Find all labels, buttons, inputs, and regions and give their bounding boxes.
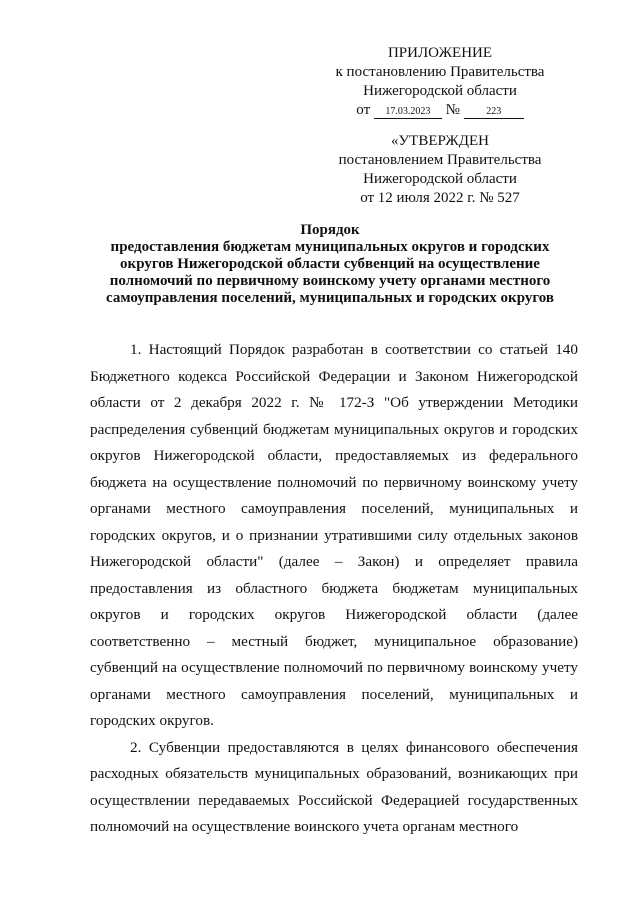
title-line-4: самоуправления поселений, муниципальных и городских округов xyxy=(105,290,555,306)
date-prefix: от xyxy=(356,102,371,118)
appendix-block xyxy=(300,44,580,120)
approved-block xyxy=(300,132,580,208)
approved-label: «УТВЕРЖДЕН xyxy=(391,133,489,149)
title-line-3: полномочий по первичному воинскому учету органами местного xyxy=(109,273,551,289)
appendix-line-2: Нижегородской области xyxy=(363,83,517,99)
title-line-2: округов Нижегородской области субвенций на осуществление xyxy=(120,256,540,272)
date-field: 17.03.2023 xyxy=(374,105,442,119)
paragraph-1: 1. Настоящий Порядок разработан в соответствии со статьей 140 Бюджетного кодекса Российской Федерации и Законом Нижегородской области от 2 декабря 2022 г. № 172-З "Об утверждении Методики распределения субвенций бюджетам муниципальных округов и городских округов Нижегородской области, предоставляемых из федерального бюджета на осуществление полномочий по первичному воинскому учету органами местного самоуправления поселений, муниципальных и городских округов, и о признании утратившими силу отдельных законов Нижегородской области" (далее – Закон) и определяет правила предоставления из областного бюджета бюджетам муниципальных округов и городских округов Нижегородской области (далее соответственно – местный бюджет, муниципальное образование) субвенций на осуществление полномочий по первичному воинскому учету органами местного самоуправления поселений, муниципальных и городских округов. xyxy=(90,341,578,729)
title-line-1: предоставления бюджетам муниципальных округов и городских xyxy=(110,239,550,255)
paragraph-2: 2. Субвенции предоставляются в целях финансового обеспечения расходных обязательств муниципальных образований, возникающих при осуществлении передаваемых Российской Федерацией государственных полномочий на осуществление воинского учета органам местного xyxy=(90,738,578,835)
title-heading: Порядок xyxy=(300,222,360,238)
approved-line-3: от 12 июля 2022 г. № 527 xyxy=(360,190,520,206)
document-body xyxy=(90,337,578,841)
number-field: 223 xyxy=(464,105,524,119)
approved-line-1: постановлением Правительства xyxy=(338,152,542,168)
appendix-line-1: к постановлению Правительства xyxy=(335,64,545,80)
appendix-date-line xyxy=(300,101,580,120)
approved-line-2: Нижегородской области xyxy=(363,171,517,187)
document-title xyxy=(100,222,560,307)
number-prefix: № xyxy=(445,102,460,118)
appendix-label: ПРИЛОЖЕНИЕ xyxy=(387,45,493,61)
